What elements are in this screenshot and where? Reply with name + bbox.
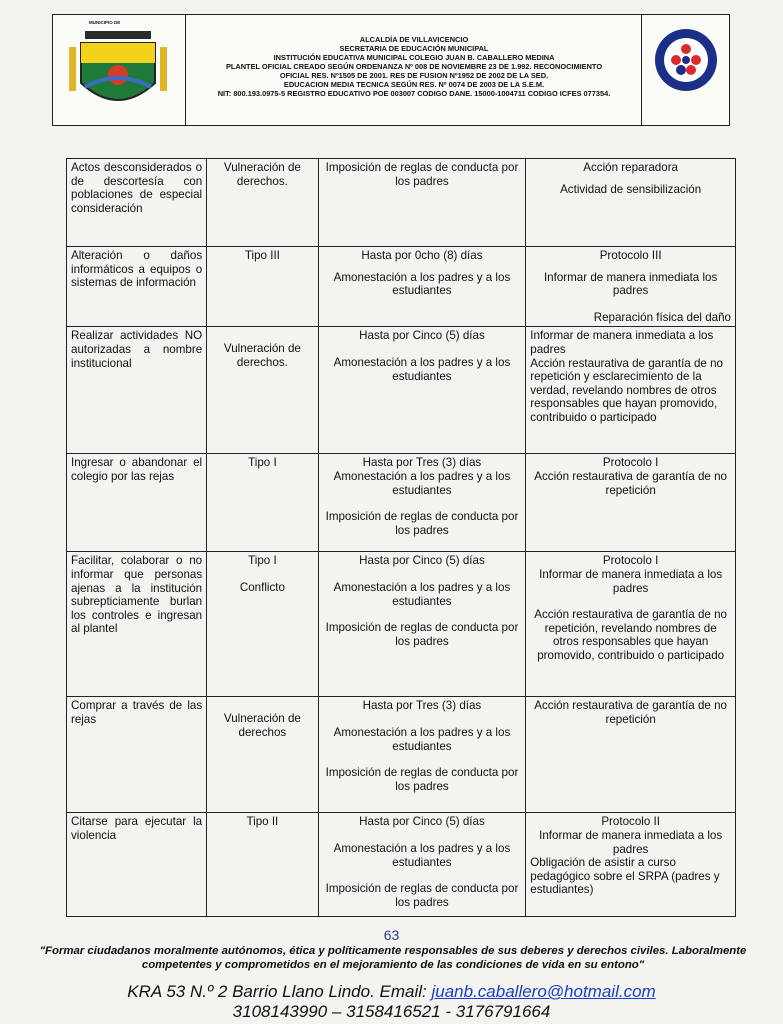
cell-text: Hasta por Tres (3) días — [362, 456, 482, 470]
crest-label: MUNICIPIO DE — [89, 20, 121, 25]
cell-text: Hasta por Cinco (5) días — [359, 554, 485, 568]
table-cell — [207, 454, 319, 552]
cell-text: Facilitar, colaborar o no informar que personas ajenas a la institución subrepticiamente burlan los controles e ingresan al plantel — [71, 554, 203, 636]
email-link[interactable]: juanb.caballero@hotmail.com — [431, 982, 656, 1001]
cell-text: Imposición de reglas de conducta por los padres — [325, 766, 519, 793]
table-cell — [318, 454, 526, 552]
cell-text: Vulneración de derechos. — [223, 161, 301, 188]
cell-text: Informar de manera inmediata los padres — [543, 270, 718, 298]
cell-text: Tipo I — [248, 554, 277, 568]
table-row — [67, 697, 736, 813]
contact-address — [0, 982, 783, 1002]
cell-text: Imposición de reglas de conducta por los padres — [325, 161, 519, 188]
address-text: KRA 53 N.º 2 Barrio Llano Lindo. Email: — [127, 982, 432, 1001]
header-divider — [185, 15, 186, 125]
table-cell — [526, 813, 736, 917]
heading-line: INSTITUCIÓN EDUCATIVA MUNICIPAL COLEGIO JUAN B. CABALLERO MEDINA — [273, 53, 555, 62]
table-row — [67, 454, 736, 552]
cell-text: Tipo II — [246, 815, 279, 829]
cell-text: Informar de manera inmediata a los padres — [539, 567, 723, 595]
cell-text: Amonestación a los padres y a los estudiantes — [333, 580, 511, 608]
cell-text: Acción reparadora — [583, 161, 679, 174]
table-cell — [207, 159, 319, 247]
cell-text: Obligación de asistir a curso pedagógico sobre el SRPA (padres y estudiantes) — [530, 856, 720, 897]
cell-text: Hasta por 0cho (8) días — [361, 249, 483, 262]
table-cell — [67, 813, 207, 917]
heading-line: NIT: 800.193.0975-5 REGISTRO EDUCATIVO POE 003007 CODIGO DANE. 15000-1004711 CODIGO ICFES 077354. — [217, 89, 611, 98]
table-cell — [67, 247, 207, 327]
table-row — [67, 327, 736, 454]
cell-text: Acción restaurativa de garantía de no repetición, revelando nombres de otros responsables que hayan promovido, contribuido o participado — [534, 608, 727, 662]
cell-text: Informar de manera inmediata a los padres — [539, 828, 723, 856]
table-cell — [207, 697, 319, 813]
table-cell — [207, 552, 319, 697]
table-row — [67, 552, 736, 697]
table-cell — [318, 552, 526, 697]
cell-text: Vulneración de derechos — [223, 712, 301, 739]
heading-line: SECRETARIA DE EDUCACIÓN MUNICIPAL — [339, 44, 489, 53]
cell-text: Realizar actividades NO autorizadas a nombre institucional — [71, 329, 203, 370]
page-number: 63 — [383, 927, 400, 943]
cell-text: Citarse para ejecutar la violencia — [71, 815, 203, 842]
table-cell — [318, 159, 526, 247]
cell-text: Protocolo I — [602, 554, 659, 568]
table-cell — [67, 552, 207, 697]
cell-text: Reparación física del daño — [593, 310, 731, 324]
cell-text: Amonestación a los padres y a los estudiantes — [333, 270, 511, 298]
header-divider — [641, 15, 642, 125]
institution-motto: "Formar ciudadanos moralmente autónomos, ética y políticamente responsables de sus deberes y derechos civiles. Laboralmente competentes y comprometidos en el mejoramiento de las condiciones de vida en su entono" — [39, 945, 747, 971]
cell-text: Protocolo I — [602, 456, 659, 470]
cell-text: Vulneración de derechos. — [223, 342, 301, 369]
table-cell — [318, 247, 526, 327]
municipal-crest-icon — [63, 25, 173, 115]
table-row — [67, 247, 736, 327]
table-cell — [526, 454, 736, 552]
heading-line: EDUCACION MEDIA TECNICA SEGÚN RES. Nº 0074 DE 2003 DE LA S.E.M. — [283, 80, 545, 89]
cell-text: Actividad de sensibilización — [560, 182, 702, 196]
cell-text: Imposición de reglas de conducta por los padres — [325, 621, 519, 648]
table-cell — [318, 697, 526, 813]
table-cell — [318, 327, 526, 454]
table-cell — [67, 327, 207, 454]
contact-phones: 3108143990 – 3158416521 - 3176791664 — [232, 1002, 551, 1021]
sanctions-table — [66, 158, 736, 917]
cell-text: Alteración o daños informáticos a equipos o sistemas de información — [71, 249, 203, 290]
letterhead — [52, 14, 730, 126]
cell-text: Hasta por Cinco (5) días — [359, 815, 485, 829]
cell-text: Tipo III — [244, 249, 280, 262]
table-cell — [67, 454, 207, 552]
cell-text: Conflicto — [239, 580, 285, 594]
cell-text: Protocolo II — [601, 815, 660, 829]
table-cell — [526, 159, 736, 247]
table-cell — [207, 327, 319, 454]
table-cell — [207, 813, 319, 917]
cell-text: Informar de manera inmediata a los padres — [530, 329, 714, 356]
table-row — [67, 813, 736, 917]
cell-text: Hasta por Cinco (5) días — [359, 329, 485, 343]
heading-line: ALCALDÍA DE VILLAVICENCIO — [359, 35, 469, 44]
cell-text: Amonestación a los padres y a los estudiantes — [333, 469, 511, 497]
cell-text: Amonestación a los padres y a los estudiantes — [333, 841, 511, 869]
cell-text: Imposición de reglas de conducta por los padres — [325, 510, 519, 537]
table-row — [67, 159, 736, 247]
table-cell — [526, 697, 736, 813]
cell-text: Ingresar o abandonar el colegio por las rejas — [71, 456, 203, 483]
institution-heading — [191, 35, 637, 98]
cell-text: Tipo I — [248, 456, 277, 470]
cell-text: Acción restaurativa de garantía de no repetición — [534, 469, 727, 497]
heading-line: PLANTEL OFICIAL CREADO SEGÚN ORDENANZA Nº 008 DE NOVIEMBRE 23 DE 1.992. RECONOCIMIENTO — [225, 62, 603, 71]
table-cell — [67, 159, 207, 247]
table-cell — [318, 813, 526, 917]
cell-text: Imposición de reglas de conducta por los padres — [325, 882, 519, 909]
cell-text: Hasta por Tres (3) días — [362, 699, 482, 713]
cell-text: Amonestación a los padres y a los estudiantes — [333, 355, 511, 383]
heading-line: OFICIAL RES. Nº1505 DE 2001. RES DE FUSION Nº1952 DE 2002 DE LA SED. — [279, 71, 549, 80]
cell-text: Amonestación a los padres y a los estudiantes — [333, 725, 511, 753]
cell-text: Acción restaurativa de garantía de no repetición y esclarecimiento de la verdad, revelando nombres de otros responsables que hayan promovido, contribuido o participado — [530, 356, 723, 424]
table-cell — [526, 552, 736, 697]
cell-text: Protocolo III — [599, 249, 662, 262]
table-cell — [207, 247, 319, 327]
cell-text: Acción restaurativa de garantía de no repetición — [534, 699, 727, 726]
cell-text: Comprar a través de las rejas — [71, 699, 203, 726]
cell-text: Actos desconsiderados o de descortesía con poblaciones de especial consideración — [71, 161, 203, 215]
table-cell — [67, 697, 207, 813]
institution-seal-icon — [653, 27, 719, 93]
table-cell — [526, 247, 736, 327]
table-cell — [526, 327, 736, 454]
